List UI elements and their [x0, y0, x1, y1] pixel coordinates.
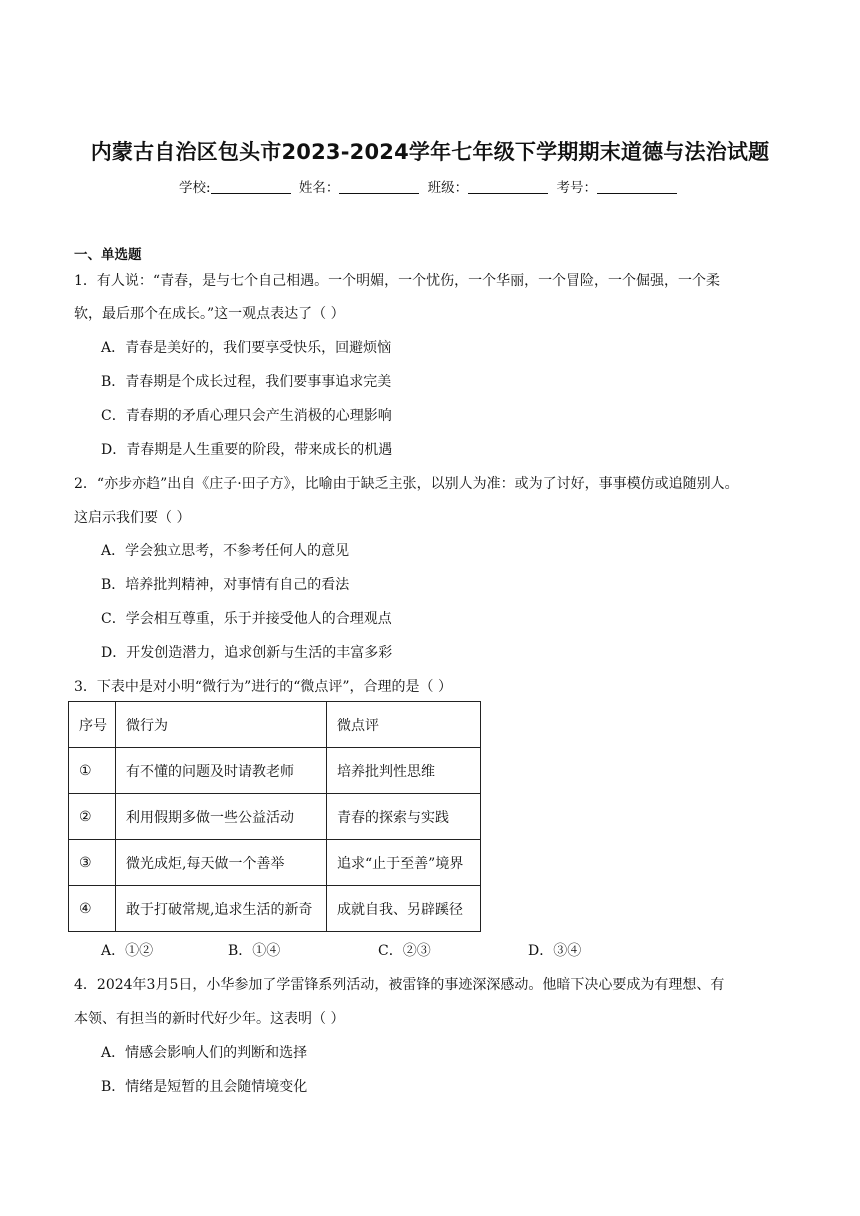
- q1-option-d: D．青春期是人生重要的阶段，带来成长的机遇: [101, 442, 393, 458]
- name-blank[interactable]: [339, 179, 419, 194]
- table-cell: 有不懂的问题及时请教老师: [116, 748, 327, 794]
- table-cell: 微光成炬,每天做一个善举: [116, 840, 327, 886]
- q1-option-a: A．青春是美好的，我们要享受快乐，回避烦恼: [101, 340, 392, 356]
- q4-stem-line2: 本领、有担当的新时代好少年。这表明（ ）: [74, 1011, 345, 1027]
- q2-option-b: B．培养批判精神，对事情有自己的看法: [101, 577, 350, 593]
- exam-number-blank[interactable]: [597, 179, 677, 194]
- q4-option-a: A．情感会影响人们的判断和选择: [101, 1045, 308, 1061]
- page-title: 内蒙古自治区包头市2023-2024学年七年级下学期期末道德与法治试题: [90, 140, 770, 164]
- table-row: [69, 886, 481, 932]
- table-cell: ③: [69, 840, 116, 886]
- table-header-cell: 微点评: [327, 702, 481, 748]
- q4-stem-line1: 4．2024年3月5日，小华参加了学雷锋系列活动，被雷锋的事迹深深感动。他暗下决心要成为有理想、有: [74, 977, 725, 993]
- q2-option-a: A．学会独立思考，不参考任何人的意见: [101, 543, 350, 559]
- exam-number-label: 考号：: [556, 180, 597, 196]
- class-blank[interactable]: [468, 179, 548, 194]
- q1-option-b: B．青春期是个成长过程，我们要事事追求完美: [101, 374, 392, 390]
- q1-stem-line2: 软，最后那个在成长。”这一观点表达了（ ）: [74, 306, 345, 322]
- q3-option-a: A．①②: [101, 943, 154, 959]
- table-row: [69, 840, 481, 886]
- q2-option-c: C．学会相互尊重，乐于并接受他人的合理观点: [101, 611, 392, 627]
- q3-option-c: C．②③: [378, 943, 431, 959]
- school-blank[interactable]: [211, 179, 291, 194]
- q4-option-b: B．情绪是短暂的且会随情境变化: [101, 1079, 308, 1095]
- table-row: [69, 748, 481, 794]
- q3-stem: 3．下表中是对小明“微行为”进行的“微点评”，合理的是（ ）: [74, 679, 452, 695]
- table-cell: ④: [69, 886, 116, 932]
- table-cell: ②: [69, 794, 116, 840]
- table-cell: ①: [69, 748, 116, 794]
- q3-option-d: D．③④: [528, 943, 582, 959]
- section-heading: 一、单选题: [74, 247, 142, 263]
- q1-option-c: C．青春期的矛盾心理只会产生消极的心理影响: [101, 408, 392, 424]
- student-info-line: [0, 176, 860, 196]
- class-label: 班级：: [427, 180, 469, 196]
- q2-stem-line1: 2．“亦步亦趋”出自《庄子·田子方》，比喻由于缺乏主张，以别人为准：或为了讨好，事事模仿或追随别人。: [74, 476, 739, 492]
- q2-stem-line2: 这启示我们要（ ）: [74, 510, 191, 526]
- table-cell: 成就自我、另辟蹊径: [327, 886, 481, 932]
- table-cell: 青春的探索与实践: [327, 794, 481, 840]
- table-cell: 敢于打破常规,追求生活的新奇: [116, 886, 327, 932]
- table-cell: 利用假期多做一些公益活动: [116, 794, 327, 840]
- q1-stem-line1: 1．有人说：“青春，是与七个自己相遇。一个明媚，一个忧伤，一个华丽，一个冒险，一个倔强，一个柔: [74, 273, 721, 289]
- table-cell: 培养批判性思维: [327, 748, 481, 794]
- q3-option-b: B．①④: [228, 943, 281, 959]
- table-row: [69, 794, 481, 840]
- q3-table: [68, 701, 481, 932]
- table-header-cell: 微行为: [116, 702, 327, 748]
- table-header-cell: 序号: [69, 702, 116, 748]
- school-label: 学校:: [179, 180, 211, 196]
- q2-option-d: D．开发创造潜力，追求创新与生活的丰富多彩: [101, 645, 393, 661]
- table-cell: 追求“止于至善”境界: [327, 840, 481, 886]
- table-header-row: [69, 702, 481, 748]
- name-label: 姓名：: [298, 180, 340, 196]
